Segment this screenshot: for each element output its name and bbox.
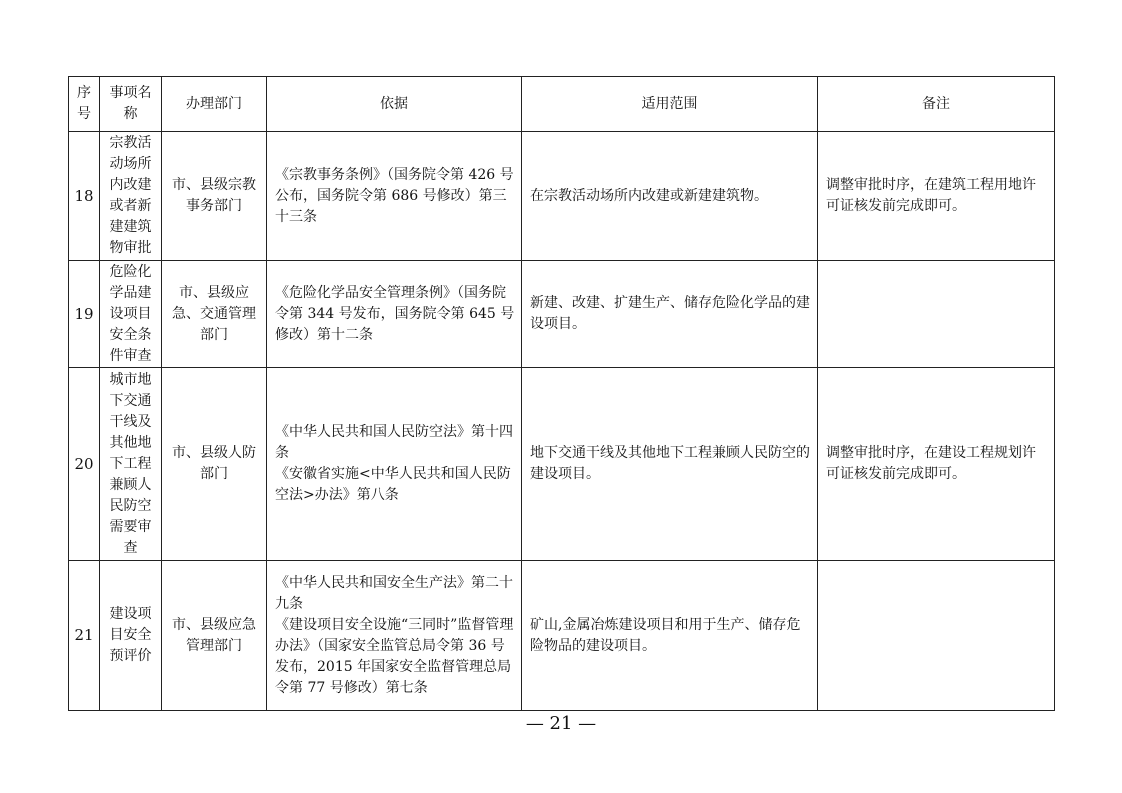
row-item-name: 危险化学品建设项目安全条件审查 <box>100 261 162 368</box>
basis-line: 《建设项目安全设施“三同时”监督管理办法》（国家安全监管总局令第 36 号发布，2015 年国家安全监督管理总局令第 77 号修改）第七条 <box>275 616 514 696</box>
row-scope: 地下交通干线及其他地下工程兼顾人民防空的建设项目。 <box>522 368 818 561</box>
header-basis: 依据 <box>267 77 522 132</box>
row-remark: 调整审批时序，在建筑工程用地许可证核发前完成即可。 <box>818 132 1055 261</box>
row-basis <box>267 368 522 561</box>
table-row <box>69 132 1055 261</box>
header-scope: 适用范围 <box>522 77 818 132</box>
row-department: 市、县级人防部门 <box>162 368 267 561</box>
approval-items-table <box>68 76 1055 711</box>
row-item-name: 城市地下交通干线及其他地下工程兼顾人民防空需要审查 <box>100 368 162 561</box>
table-row <box>69 368 1055 561</box>
row-item-name: 建设项目安全预评价 <box>100 561 162 711</box>
table-header-row <box>69 77 1055 132</box>
row-department: 市、县级宗教事务部门 <box>162 132 267 261</box>
header-item-name: 事项名称 <box>100 77 162 132</box>
row-seq: 20 <box>69 368 100 561</box>
table-row <box>69 561 1055 711</box>
header-remark: 备注 <box>818 77 1055 132</box>
row-seq: 21 <box>69 561 100 711</box>
row-department: 市、县级应急管理部门 <box>162 561 267 711</box>
table-row <box>69 261 1055 368</box>
row-scope: 矿山,金属冶炼建设项目和用于生产、储存危险物品的建设项目。 <box>522 561 818 711</box>
row-remark <box>818 561 1055 711</box>
basis-line: 《安徽省实施<中华人民共和国人民防空法>办法》第八条 <box>275 466 511 503</box>
header-department: 办理部门 <box>162 77 267 132</box>
header-seq: 序号 <box>69 77 100 132</box>
row-item-name: 宗教活动场所内改建或者新建建筑物审批 <box>100 132 162 261</box>
row-remark: 调整审批时序，在建设工程规划许可证核发前完成即可。 <box>818 368 1055 561</box>
row-seq: 18 <box>69 132 100 261</box>
row-seq: 19 <box>69 261 100 368</box>
page-number: — 21 — <box>525 713 597 734</box>
row-department: 市、县级应急、交通管理部门 <box>162 261 267 368</box>
row-scope: 新建、改建、扩建生产、储存危险化学品的建设项目。 <box>522 261 818 368</box>
row-basis: 《宗教事务条例》（国务院令第 426 号公布，国务院令第 686 号修改）第三十三条 <box>267 132 522 261</box>
basis-line: 《中华人民共和国人民防空法》第十四条 <box>275 424 513 461</box>
row-scope: 在宗教活动场所内改建或新建建筑物。 <box>522 132 818 261</box>
row-basis: 《危险化学品安全管理条例》（国务院令第 344 号发布，国务院令第 645 号修改）第十二条 <box>267 261 522 368</box>
row-remark <box>818 261 1055 368</box>
basis-line: 《中华人民共和国安全生产法》第二十九条 <box>275 574 513 612</box>
row-basis <box>267 561 522 711</box>
